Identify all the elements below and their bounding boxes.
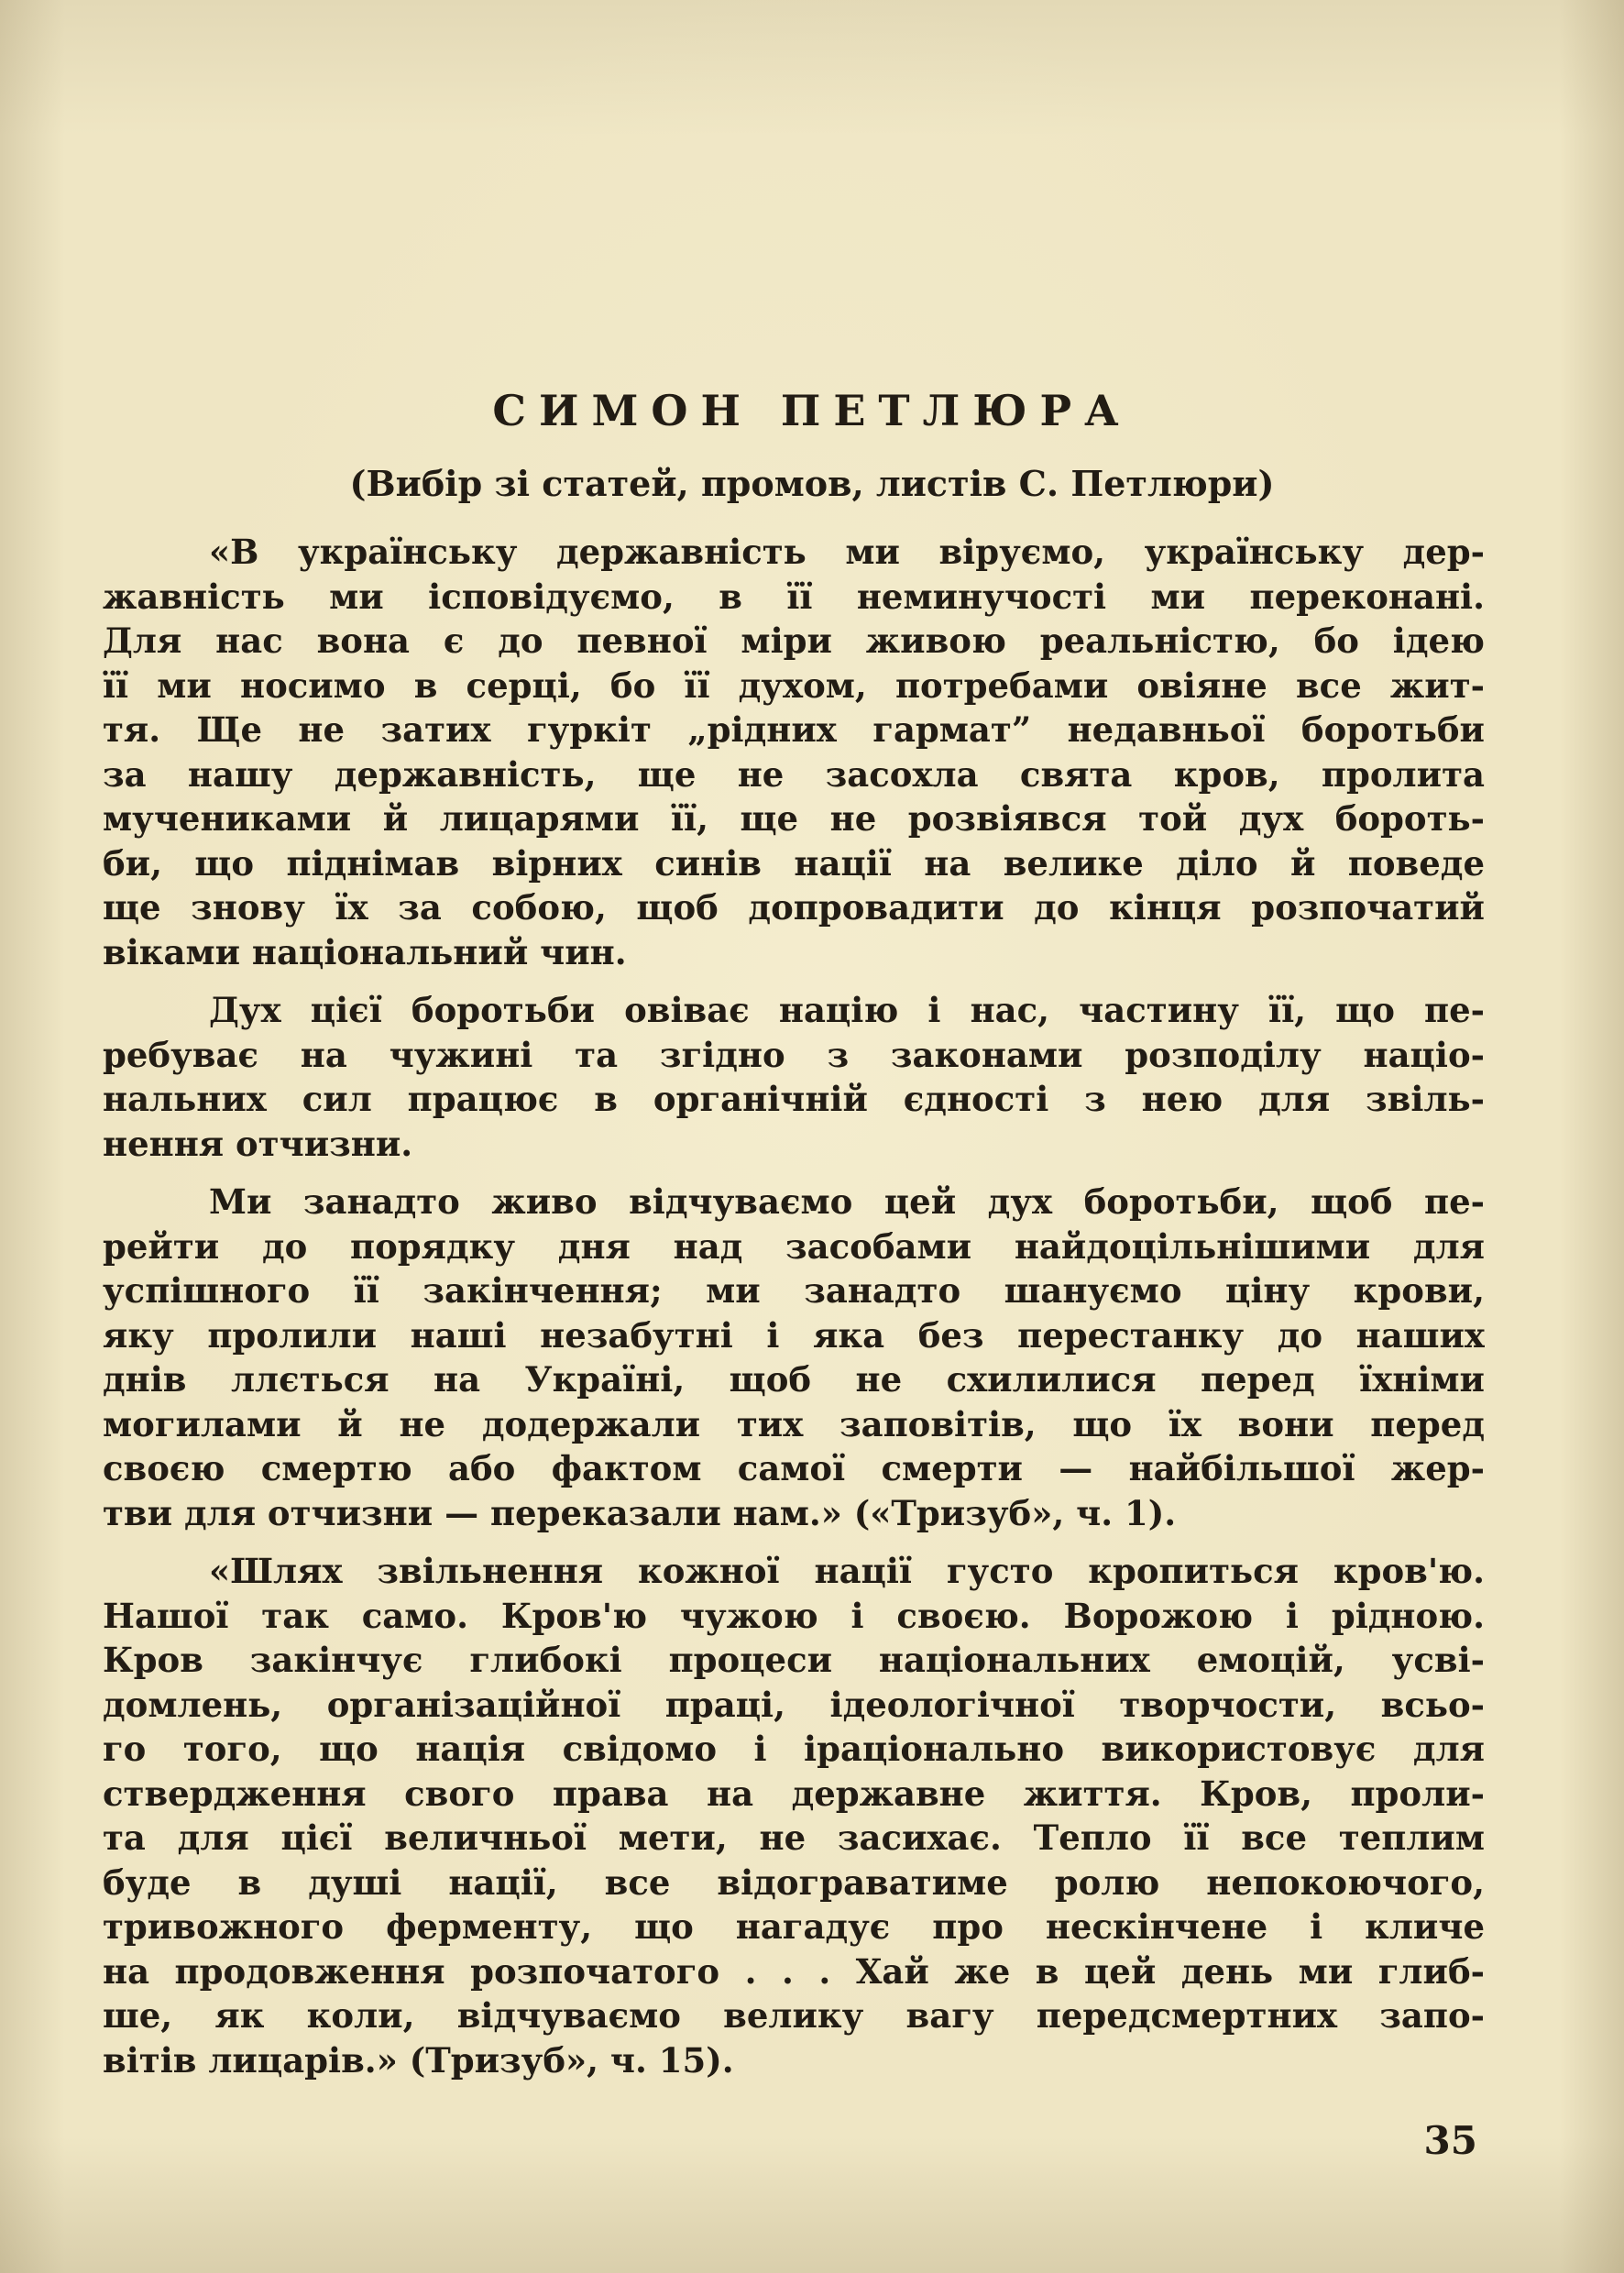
text-line: Кров закінчує глибокі процеси національних емоцій, усві- [103, 1640, 1485, 1680]
paragraph [103, 1549, 1485, 2082]
paragraph [103, 988, 1485, 1166]
text-line: го того, що нація свідомо і іраціонально використовує для [103, 1729, 1485, 1769]
text-line: ше, як коли, відчуваємо велику вагу передсмертних запо- [103, 1995, 1485, 2036]
text-line: ствердження свого права на державне життя. Кров, проли- [103, 1773, 1485, 1814]
text-line: «Шлях звільнення кожної нації густо кропиться кров'ю. [209, 1551, 1485, 1591]
text-line: нення отчизни. [103, 1123, 413, 1164]
text-line: її ми носимо в серці, бо її духом, потребами овіяне все жит- [103, 664, 1485, 706]
text-line: тви для отчизни — переказали нам.» («Тризуб», ч. 1). [103, 1492, 1177, 1533]
text-line: за нашу державність, ще не засохла свята кров, пролита [103, 753, 1485, 795]
text-line: своєю смертю або фактом самої смерти — найбільшої жер- [103, 1448, 1485, 1488]
text-line: Для нас вона є до певної міри живою реальністю, бо ідею [103, 620, 1485, 661]
paragraph [103, 1180, 1485, 1535]
page-number: 35 [1423, 2118, 1477, 2163]
text-line: вітів лицарів.» (Тризуб», ч. 15). [103, 2039, 734, 2081]
text-line: успішного її закінчення; ми занадто шануємо ціну крови, [103, 1270, 1485, 1311]
text-line: нальних сил працює в органічній єдності з нею для звіль- [103, 1079, 1485, 1119]
article-subtitle: (Вибір зі статей, промов, листів С. Петлюри) [349, 463, 1275, 504]
text-line: тривожного ферменту, що нагадує про нескінчене і кличе [103, 1906, 1485, 1947]
text-line: жавність ми ісповідуємо, в її неминучості ми переконані. [103, 576, 1485, 617]
text-line: тя. Ще не затих гуркіт „рідних гармат” недавньої боротьби [103, 709, 1485, 750]
article-body [103, 530, 1485, 2096]
text-line: буде в душі нації, все відограватиме ролю непокоючого, [103, 1861, 1485, 1903]
text-line: віками національний чин. [103, 931, 627, 972]
text-line: Ми занадто живо відчуваємо цей дух боротьби, щоб пе- [209, 1181, 1485, 1222]
text-line: рейти до порядку дня над засобами найдоцільнішими для [103, 1225, 1485, 1267]
text-line: днів ллється на Україні, щоб не схилилися перед їхніми [103, 1359, 1485, 1400]
text-line: та для цієї величньої мети, не засихає. Тепло її все теплим [103, 1817, 1485, 1858]
paragraph [103, 530, 1485, 974]
article-title: СИМОН ПЕТЛЮРА [492, 386, 1132, 435]
text-line: ребуває на чужині та згідно з законами розподілу націо- [103, 1034, 1485, 1075]
text-line: Нашої так само. Кров'ю чужою і своєю. Ворожою і рідною. [103, 1595, 1485, 1636]
text-line: яку пролили наші незабутні і яка без перестанку до наших [103, 1314, 1485, 1356]
text-line: би, що піднімав вірних синів нації на велике діло й поведе [103, 842, 1485, 884]
text-line: на продовження розпочатого . . . Хай же в цей день ми глиб- [103, 1950, 1485, 1992]
text-line: могилами й не додержали тих заповітів, що їх вони перед [103, 1403, 1485, 1444]
text-line: мучениками й лицарями її, ще не розвіявся той дух бороть- [103, 798, 1485, 839]
text-line: Дух цієї боротьби овіває націю і нас, частину її, що пе- [209, 990, 1485, 1030]
text-line: домлень, організаційної праці, ідеологічної творчости, всьо- [103, 1684, 1485, 1725]
text-line: ще знову їх за собою, щоб допровадити до кінця розпочатий [103, 887, 1485, 928]
text-line: «В українську державність ми віруємо, українську дер- [209, 532, 1485, 572]
